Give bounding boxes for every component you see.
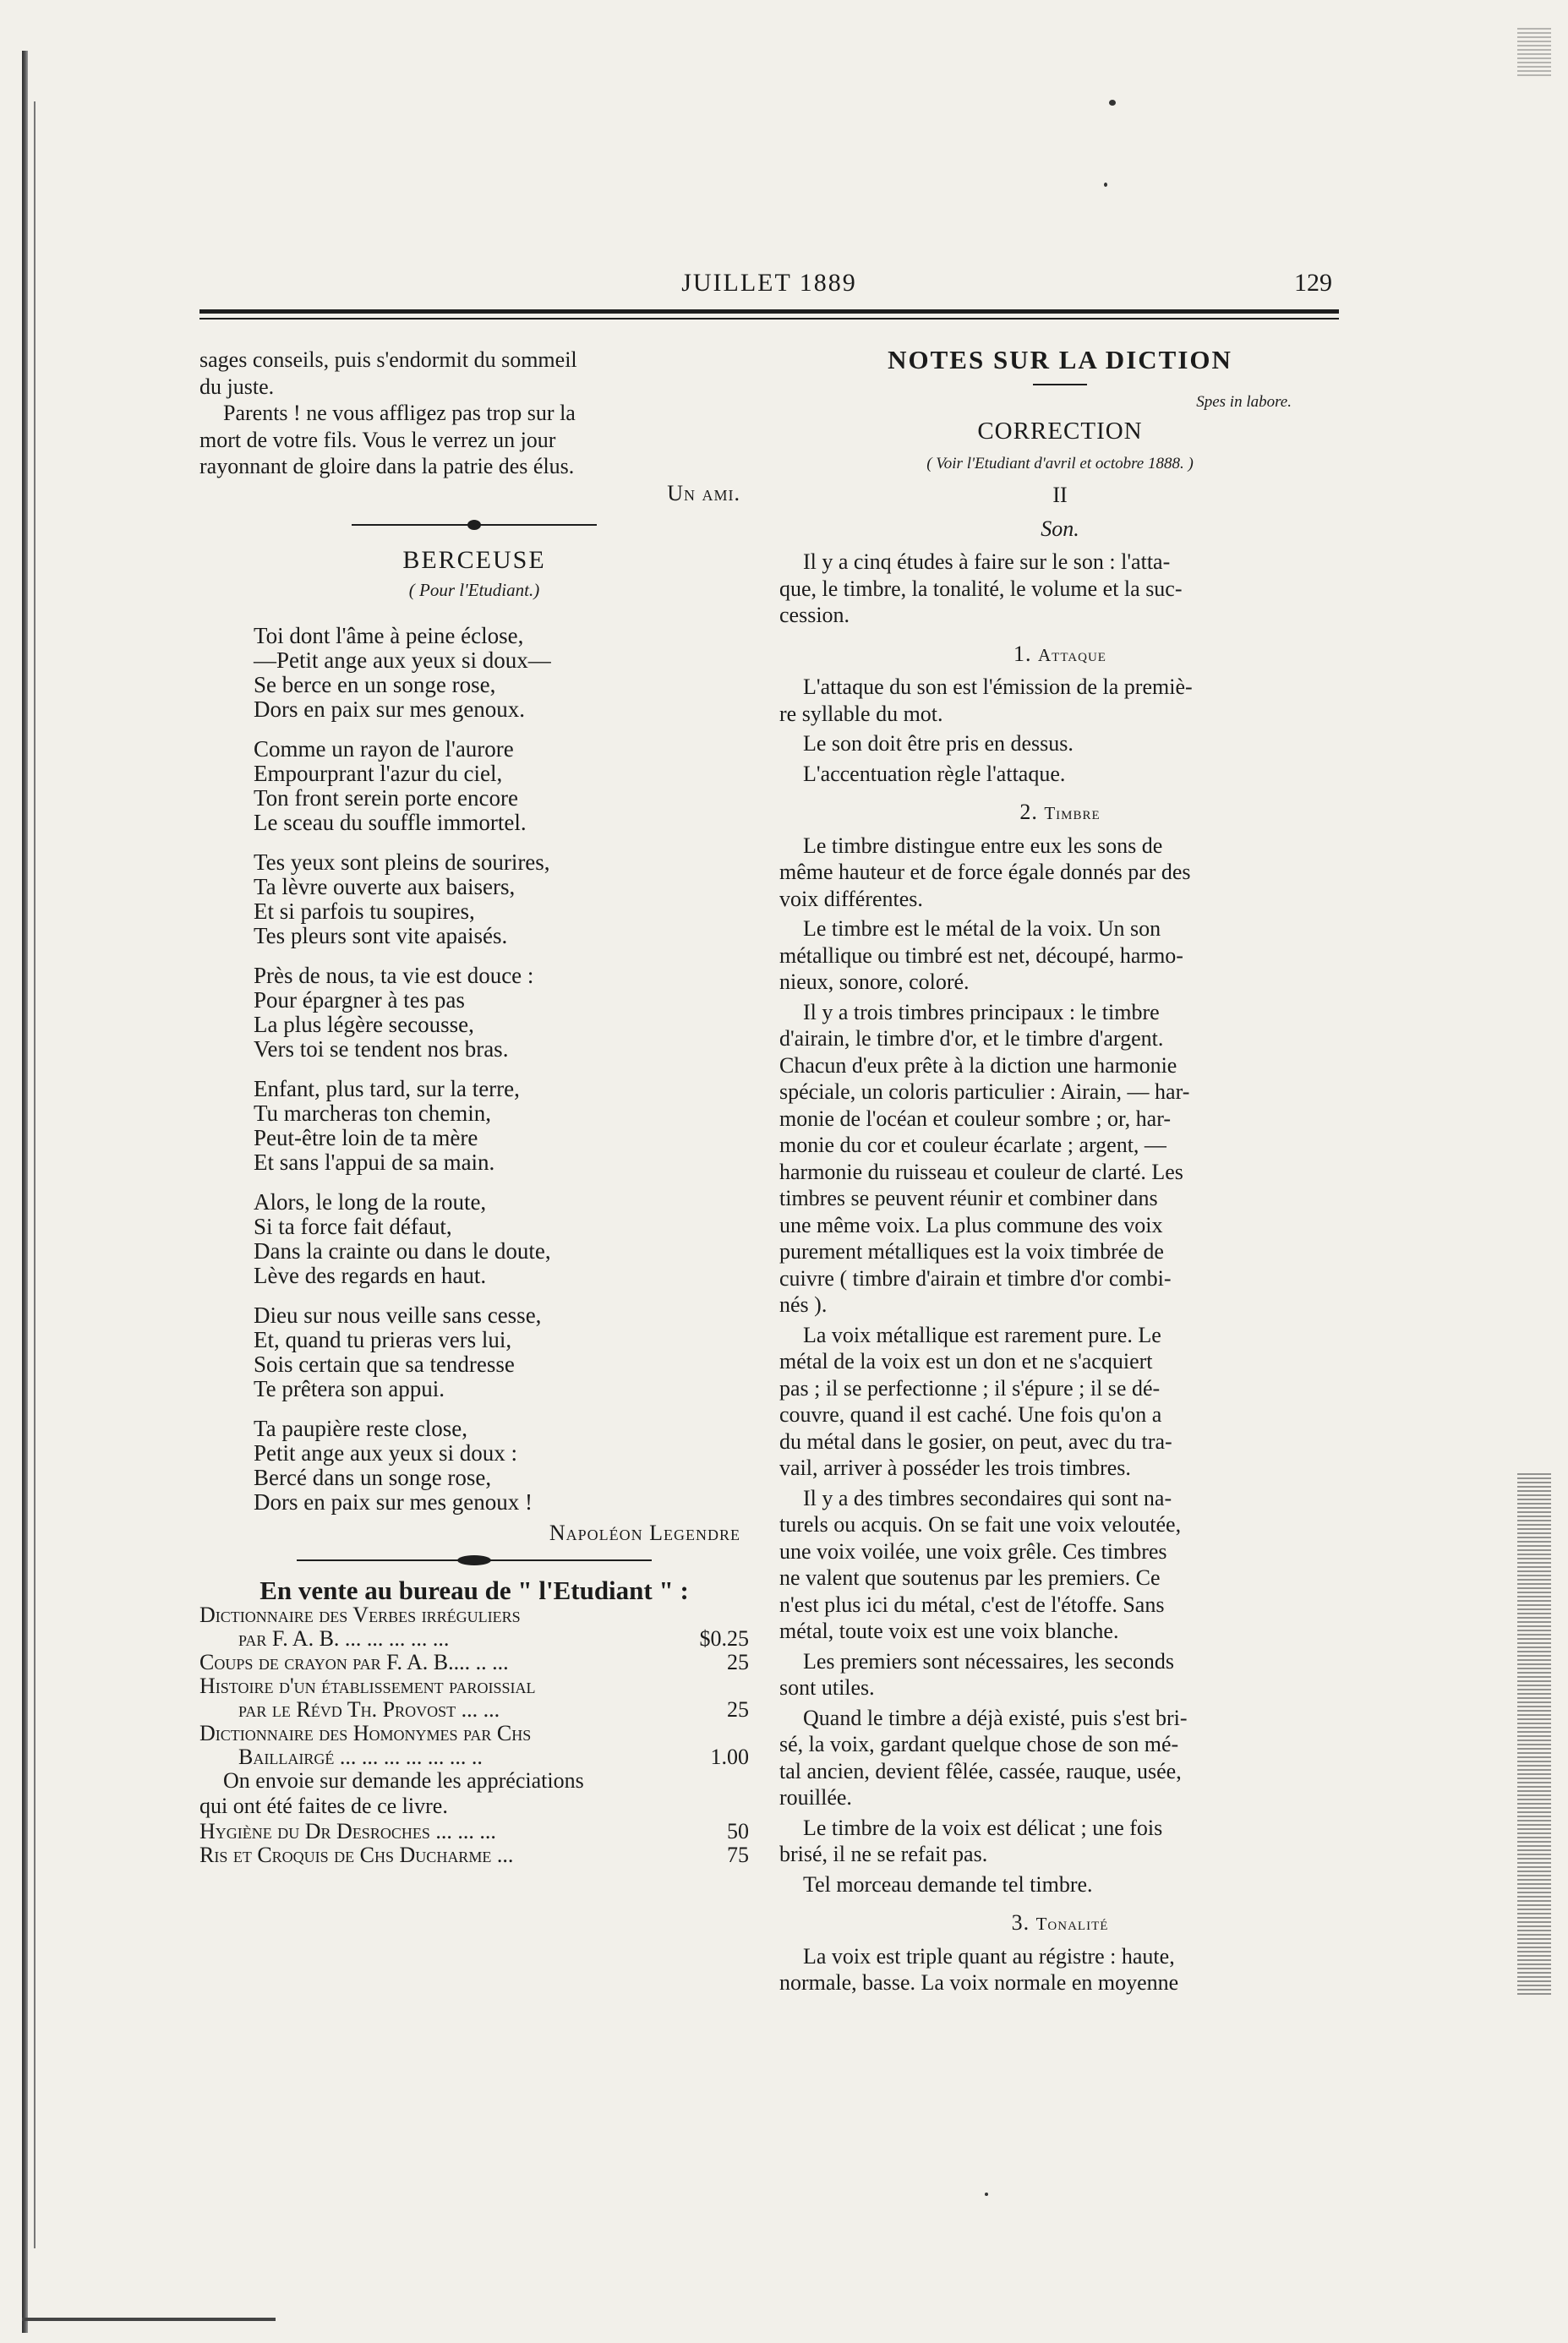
ink-speck	[1109, 100, 1116, 106]
text-line: harmonie du ruisseau et couleur de clarté. Les	[779, 1159, 1183, 1184]
poem-line: Tes yeux sont pleins de sourires,	[254, 849, 550, 875]
divider-ornament	[467, 520, 481, 530]
sale-item-price: 25	[727, 1650, 749, 1674]
obituary-signature: Un ami.	[667, 480, 740, 505]
scan-noise	[1517, 1471, 1551, 1995]
text-line: La voix métallique est rarement pure. Le	[803, 1322, 1161, 1347]
sale-item-detail: par le Révd Th. Provost ... ...	[238, 1697, 500, 1722]
text-line: re syllable du mot.	[779, 701, 943, 726]
left-column	[199, 347, 749, 1867]
text-line: rayonnant de gloire dans la patrie des élus.	[199, 454, 575, 478]
text-line: voix différentes.	[779, 886, 923, 911]
section-heading	[779, 799, 1341, 827]
right-column	[779, 347, 1341, 1996]
article-subtitle: CORRECTION	[977, 418, 1143, 445]
poem-line: Bercé dans un songe rose,	[254, 1465, 492, 1490]
poem-line: Sois certain que sa tendresse	[254, 1352, 515, 1377]
poem-line: Toi dont l'âme à peine éclose,	[254, 623, 524, 648]
poem-line: La plus légère secousse,	[254, 1012, 474, 1037]
ornamental-divider	[297, 1550, 652, 1570]
sale-item	[199, 1843, 749, 1867]
header-rule	[199, 309, 1339, 314]
text-line: Les premiers sont nécessaires, les seconds	[803, 1648, 1174, 1674]
paragraph	[779, 1815, 1341, 1868]
text-line: Parents ! ne vous affligez pas trop sur la	[223, 401, 576, 425]
poem-line: Dors en paix sur mes genoux !	[254, 1489, 533, 1515]
text-line: ne valent que soutenus par les premiers. Ce	[779, 1565, 1161, 1590]
text-line: Chacun d'eux prête à la diction une harmonie	[779, 1052, 1177, 1078]
text-line: monie du cor et couleur écarlate ; argent, —	[779, 1133, 1166, 1157]
sales-heading: En vente au bureau de " l'Etudiant " :	[260, 1575, 689, 1605]
sales-list	[199, 1603, 749, 1867]
poem-line: Dieu sur nous veille sans cesse,	[254, 1303, 542, 1328]
sale-item	[199, 1820, 749, 1843]
poem-line: Te prêtera son appui.	[254, 1376, 445, 1401]
poem-line: Vers toi se tendent nos bras.	[254, 1036, 509, 1062]
sale-item	[199, 1651, 749, 1674]
paragraph	[779, 1705, 1341, 1811]
text-line: n'est plus ici du métal, c'est de l'étoffe. Sans	[779, 1592, 1165, 1617]
poem-line: Ta lèvre ouverte aux baisers,	[254, 874, 516, 899]
sale-item-row	[199, 1820, 749, 1843]
sale-item-title: Dictionnaire des Verbes irréguliers	[199, 1603, 521, 1627]
poem-line: Près de nous, ta vie est douce :	[254, 963, 534, 988]
poem-title: BERCEUSE	[402, 546, 546, 574]
poem-stanza	[254, 1190, 749, 1288]
text-line: du juste.	[199, 374, 275, 399]
text-line: La voix est triple quant au régistre : haute,	[803, 1943, 1175, 1969]
text-line: Le son doit être pris en dessus.	[803, 731, 1074, 756]
sale-item	[199, 1674, 749, 1722]
text-line: métal, toute voix est une voix blanche.	[779, 1619, 1119, 1643]
text-line: Il y a trois timbres principaux : le timbre	[803, 999, 1160, 1024]
sale-item-row	[199, 1843, 749, 1867]
text-line: couvre, quand il est caché. Une fois qu'on a	[779, 1402, 1162, 1427]
text-line: Il y a cinq études à faire sur le son : l'atta-	[803, 549, 1171, 574]
sale-item-price: 25	[727, 1697, 749, 1722]
paragraph	[779, 1648, 1341, 1701]
ink-speck	[985, 2193, 988, 2196]
poem-line: Ta paupière reste close,	[254, 1416, 467, 1441]
text-line: vail, arriver à posséder les trois timbres.	[779, 1456, 1131, 1480]
text-line: sages conseils, puis s'endormit du sommeil	[199, 347, 577, 372]
text-line: nieux, sonore, coloré.	[779, 969, 970, 994]
obituary-ending	[199, 347, 749, 506]
text-line: nés ).	[779, 1292, 828, 1317]
text-line: normale, basse. La voix normale en moyenne	[779, 1970, 1179, 1995]
text-line: sé, la voix, gardant quelque chose de son mé-	[779, 1732, 1179, 1756]
sale-item-row	[199, 1698, 749, 1722]
scan-binding-line	[34, 101, 36, 2248]
article-motto: Spes in labore.	[1196, 392, 1292, 411]
paragraph	[779, 833, 1341, 913]
poem-line: Dors en paix sur mes genoux.	[254, 696, 525, 722]
poem-line: Alors, le long de la route,	[254, 1189, 487, 1215]
title-rule	[1033, 384, 1087, 385]
running-header	[199, 264, 1339, 303]
section-name: Tonalité	[1035, 1914, 1109, 1934]
paragraph	[779, 915, 1341, 996]
poem-line: Et sans l'appui de sa main.	[254, 1150, 495, 1175]
text-line: L'attaque du son est l'émission de la premiè-	[803, 674, 1193, 699]
poem-line: Et, quand tu prieras vers lui,	[254, 1327, 512, 1352]
poem-body	[199, 624, 749, 1515]
poem-stanza	[254, 964, 749, 1062]
poem-stanza	[254, 1077, 749, 1175]
section-name: Attaque	[1038, 644, 1106, 665]
text-line: pas ; il se perfectionne ; il s'épure ; il se dé-	[779, 1375, 1161, 1401]
text-line: Tel morceau demande tel timbre.	[803, 1871, 1093, 1897]
text-line: d'airain, le timbre d'or, et le timbre d'argent.	[779, 1026, 1164, 1051]
poem-line: Se berce en un songe rose,	[254, 672, 496, 697]
text-line: spéciale, un coloris particulier : Airain, — har-	[779, 1079, 1190, 1104]
paragraph	[779, 761, 1341, 788]
text-line: une voix voilée, une voix grêle. Ces timbres	[779, 1538, 1167, 1564]
poem-line: Ton front serein porte encore	[254, 785, 518, 811]
text-line: même hauteur et de force égale donnés par des	[779, 860, 1191, 884]
poem-line: Empourprant l'azur du ciel,	[254, 761, 503, 786]
paragraph	[779, 1943, 1341, 1996]
text-line: Le timbre de la voix est délicat ; une fois	[803, 1815, 1163, 1840]
poem-line: Peut-être loin de ta mère	[254, 1125, 478, 1150]
poem-subtitle: ( Pour l'Etudiant.)	[408, 579, 540, 600]
scan-binding-edge	[22, 51, 28, 2333]
poem-line: Lève des regards en haut.	[254, 1263, 487, 1288]
ornamental-divider	[352, 515, 597, 535]
sale-item	[199, 1603, 749, 1651]
poem-line: Tes pleurs sont vite apaisés.	[254, 923, 508, 948]
sale-item-title: Hygiène du Dr Desroches ... ... ...	[199, 1818, 496, 1843]
text-line: Il y a des timbres secondaires qui sont na-	[803, 1485, 1172, 1510]
poem-line: Pour épargner à tes pas	[254, 987, 465, 1013]
text-line: monie de l'océan et couleur sombre ; or, har-	[779, 1106, 1171, 1131]
section-number: 2.	[1019, 800, 1045, 824]
text-line: une même voix. La plus commune des voix	[779, 1212, 1163, 1237]
poem-line: Petit ange aux yeux si doux :	[254, 1440, 517, 1466]
poem-line: Tu marcheras ton chemin,	[254, 1100, 491, 1126]
paragraph	[779, 1871, 1341, 1898]
part-number: II	[1052, 483, 1068, 507]
section-name: Timbre	[1044, 803, 1101, 823]
sale-item-title: Histoire d'un établissement paroissial	[199, 1674, 536, 1698]
divider-ornament	[457, 1555, 491, 1565]
poem-stanza	[254, 1303, 749, 1401]
sale-item-title: Coups de crayon par F. A. B.... .. ...	[199, 1650, 509, 1674]
article-sections	[779, 641, 1341, 1996]
part-heading: Son.	[1041, 516, 1079, 541]
article-title: NOTES SUR LA DICTION	[888, 345, 1232, 374]
text-line: cession.	[779, 603, 850, 627]
text-line: qui ont été faites de ce livre.	[199, 1794, 448, 1818]
text-line: Le timbre distingue entre eux les sons de	[803, 833, 1163, 858]
poem-line: Enfant, plus tard, sur la terre,	[254, 1076, 520, 1101]
text-line: timbres se peuvent réunir et combiner dans	[779, 1186, 1158, 1210]
text-line: cuivre ( timbre d'airain et timbre d'or combi-	[779, 1265, 1172, 1291]
section-number: 3.	[1011, 1910, 1036, 1935]
article-intro	[779, 549, 1341, 629]
poem-stanza	[254, 737, 749, 835]
section-number: 1.	[1013, 641, 1039, 666]
sale-item-row	[199, 1627, 749, 1651]
text-line: brisé, il ne se refait pas.	[779, 1842, 988, 1866]
text-line: métal de la voix est un don et ne s'acquiert	[779, 1349, 1153, 1374]
sale-item-title: Dictionnaire des Homonymes par Chs	[199, 1721, 532, 1745]
text-line: que, le timbre, la tonalité, le volume et la suc-	[779, 576, 1183, 601]
sale-item-row	[199, 1745, 749, 1769]
sale-item-price: 75	[727, 1842, 749, 1867]
poem-stanza	[254, 850, 749, 948]
poem-line: —Petit ange aux yeux si doux—	[254, 647, 551, 673]
poem-stanza	[254, 624, 749, 722]
text-line: métallique ou timbré est net, découpé, harmo-	[779, 942, 1183, 968]
sale-item-price: 1.00	[710, 1745, 749, 1769]
text-line: sont utiles.	[779, 1675, 875, 1700]
paragraph	[779, 999, 1341, 1319]
poem-line: Si ta force fait défaut,	[254, 1214, 452, 1239]
sale-note	[199, 1769, 749, 1820]
page-number: 129	[1294, 269, 1332, 297]
sale-item	[199, 1722, 749, 1769]
text-line: Le timbre est le métal de la voix. Un son	[803, 916, 1161, 941]
header-title: JUILLET 1889	[681, 269, 857, 297]
text-line: tal ancien, devient fêlée, cassée, rauque, usée,	[779, 1758, 1182, 1783]
sale-item-price: 50	[727, 1818, 749, 1843]
text-line: Quand le timbre a déjà existé, puis s'est bri-	[803, 1705, 1188, 1730]
section-heading	[779, 641, 1341, 669]
text-line: du métal dans le gosier, on peut, avec du tra-	[779, 1428, 1172, 1454]
poem-line: Comme un rayon de l'aurore	[254, 736, 514, 762]
article-reference: ( Voir l'Etudiant d'avril et octobre 1888. )	[926, 454, 1194, 472]
poem-line: Le sceau du souffle immortel.	[254, 810, 527, 835]
poem-stanza	[254, 1417, 749, 1515]
text-line: On envoie sur demande les appréciations	[223, 1768, 584, 1793]
sale-item-title: Ris et Croquis de Chs Ducharme ...	[199, 1842, 514, 1867]
ink-speck	[1104, 183, 1107, 187]
text-line: purement métalliques est la voix timbrée de	[779, 1239, 1164, 1264]
poem-line: Et si parfois tu soupires,	[254, 898, 475, 924]
sale-item-row	[199, 1651, 749, 1674]
scan-bottom-edge	[22, 2318, 276, 2321]
sale-item-price: $0.25	[699, 1626, 749, 1651]
text-line: mort de votre fils. Vous le verrez un jour	[199, 427, 556, 452]
paragraph	[779, 1322, 1341, 1482]
paragraph	[779, 730, 1341, 757]
header-rule-thin	[199, 318, 1339, 320]
text-line: rouillée.	[779, 1785, 852, 1810]
paragraph	[779, 1485, 1341, 1645]
sale-item-detail: Baillairgé ... ... ... ... ... ... ..	[238, 1745, 483, 1769]
poem-author: Napoléon Legendre	[549, 1521, 740, 1545]
text-line: turels ou acquis. On se fait une voix veloutée,	[779, 1512, 1182, 1537]
paragraph	[779, 674, 1341, 727]
section-heading	[779, 1909, 1341, 1938]
poem-line: Dans la crainte ou dans le doute,	[254, 1238, 551, 1264]
scan-noise	[1517, 25, 1551, 76]
sale-item-detail: par F. A. B. ... ... ... ... ...	[238, 1626, 450, 1651]
text-line: L'accentuation règle l'attaque.	[803, 761, 1066, 786]
